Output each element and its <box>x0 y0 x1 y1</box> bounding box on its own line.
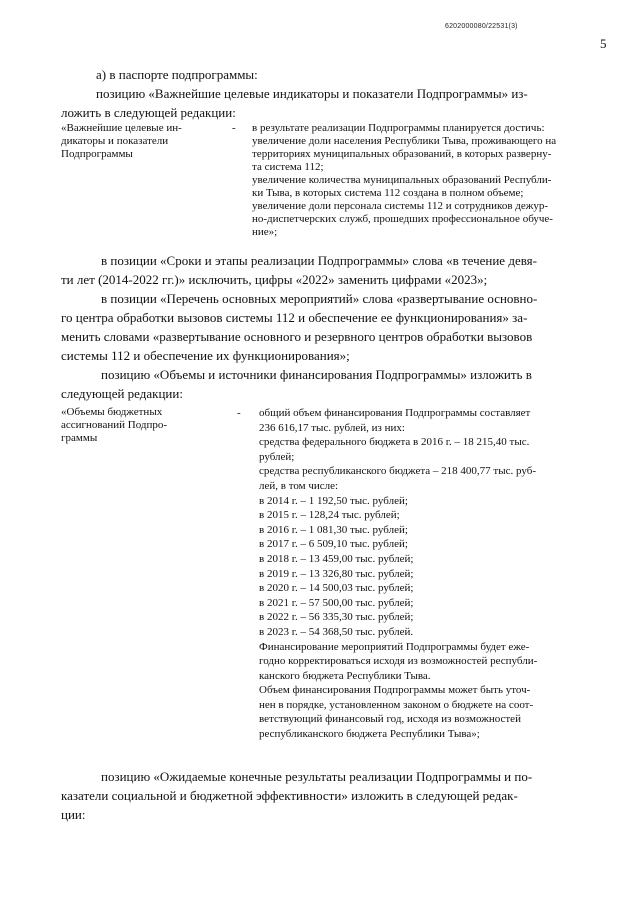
middle-paragraphs <box>61 251 614 403</box>
intro-line: а) в паспорте подпрограммы: <box>96 67 258 82</box>
text-line: позицию «Ожидаемые конечные результаты реализации Подпрограммы и по- <box>101 769 533 784</box>
text-line: го центра обработки вызовов системы 112 и обеспечение ее функционирования» за- <box>61 310 528 325</box>
closing-paragraph <box>61 767 614 824</box>
indicators-label: «Важнейшие целевые ин- дикаторы и показатели Подпрограммы <box>61 122 182 160</box>
financing-label: «Объемы бюджетных ассигнований Подпро- граммы <box>61 406 168 444</box>
text-line: следующей редакции: <box>61 386 183 401</box>
dash-separator: - <box>232 122 236 134</box>
financing-text: общий объем финансирования Подпрограммы составляет 236 616,17 тыс. рублей, из них: средства федерального бюджета в 2016 г. – 18 215,40 тыс. рублей; средства республиканского бюджета – 218 400,77 тыс. руб- лей, в том числе: в 2014 г. – 1 192,50 тыс. рублей; в 2015 г. – 128,24 тыс. рублей; в 2016 г. – 1 081,30 тыс. рублей; в 2017 г. – 6 509,10 тыс. рублей; в 2018 г. – 13 459,00 тыс. рублей; в 2019 г. – 13 326,80 тыс. рублей; в 2020 г. – 14 500,03 тыс. рублей; в 2021 г. – 57 500,00 тыс. рублей; в 2022 г. – 56 335,30 тыс. рублей; в 2023 г. – 54 368,50 тыс. рублей. Финансирование мероприятий Подпрограммы будет еже- годно корректироваться исходя из возможностей республи- канского бюджета Республики Тыва. Объем финансирования Подпрограммы может быть уточ- нен в порядке, установленном законом о бюджете на соот- ветствующий финансовый год, исходя из возможностей республиканского бюджета Республики Тыва»; <box>259 407 538 741</box>
text-line: ти лет (2014-2022 гг.)» исключить, цифры «2022» заменить цифрами «2023»; <box>61 272 488 287</box>
text-line: в позиции «Перечень основных мероприятий» слова «развертывание основно- <box>101 291 538 306</box>
text-line: менить словами «развертывание основного и резервного центров обработки вызовов <box>61 329 533 344</box>
dash-separator: - <box>237 407 241 419</box>
intro-line: позицию «Важнейшие целевые индикаторы и показатели Подпрограммы» из- <box>96 86 528 101</box>
intro-paragraph <box>61 65 614 122</box>
indicators-text: в результате реализации Подпрограммы планируется достичь: увеличение доли населения Республики Тыва, проживающего на территориях муниципальных образований, в которых разверну- та система 112; увеличение количества муниципальных образований Республи- ки Тыва, в которых система 112 создана в полном объеме; увеличение доли персонала системы 112 и сотрудников дежур- но-диспетчерских служб, прошедших профессиональное обуче- ние»; <box>252 122 557 238</box>
document-code: 6202000080/22531(3) <box>445 23 518 30</box>
text-line: ции: <box>61 807 86 822</box>
text-line: в позиции «Сроки и этапы реализации Подпрограммы» слова «в течение девя- <box>101 253 537 268</box>
text-line: казатели социальной и бюджетной эффективности» изложить в следующей редак- <box>61 788 518 803</box>
text-line: системы 112 и обеспечение их функционирования»; <box>61 348 350 363</box>
text-line: позицию «Объемы и источники финансирования Подпрограммы» изложить в <box>101 367 532 382</box>
page-number: 5 <box>600 36 607 51</box>
intro-line: ложить в следующей редакции: <box>61 105 236 120</box>
